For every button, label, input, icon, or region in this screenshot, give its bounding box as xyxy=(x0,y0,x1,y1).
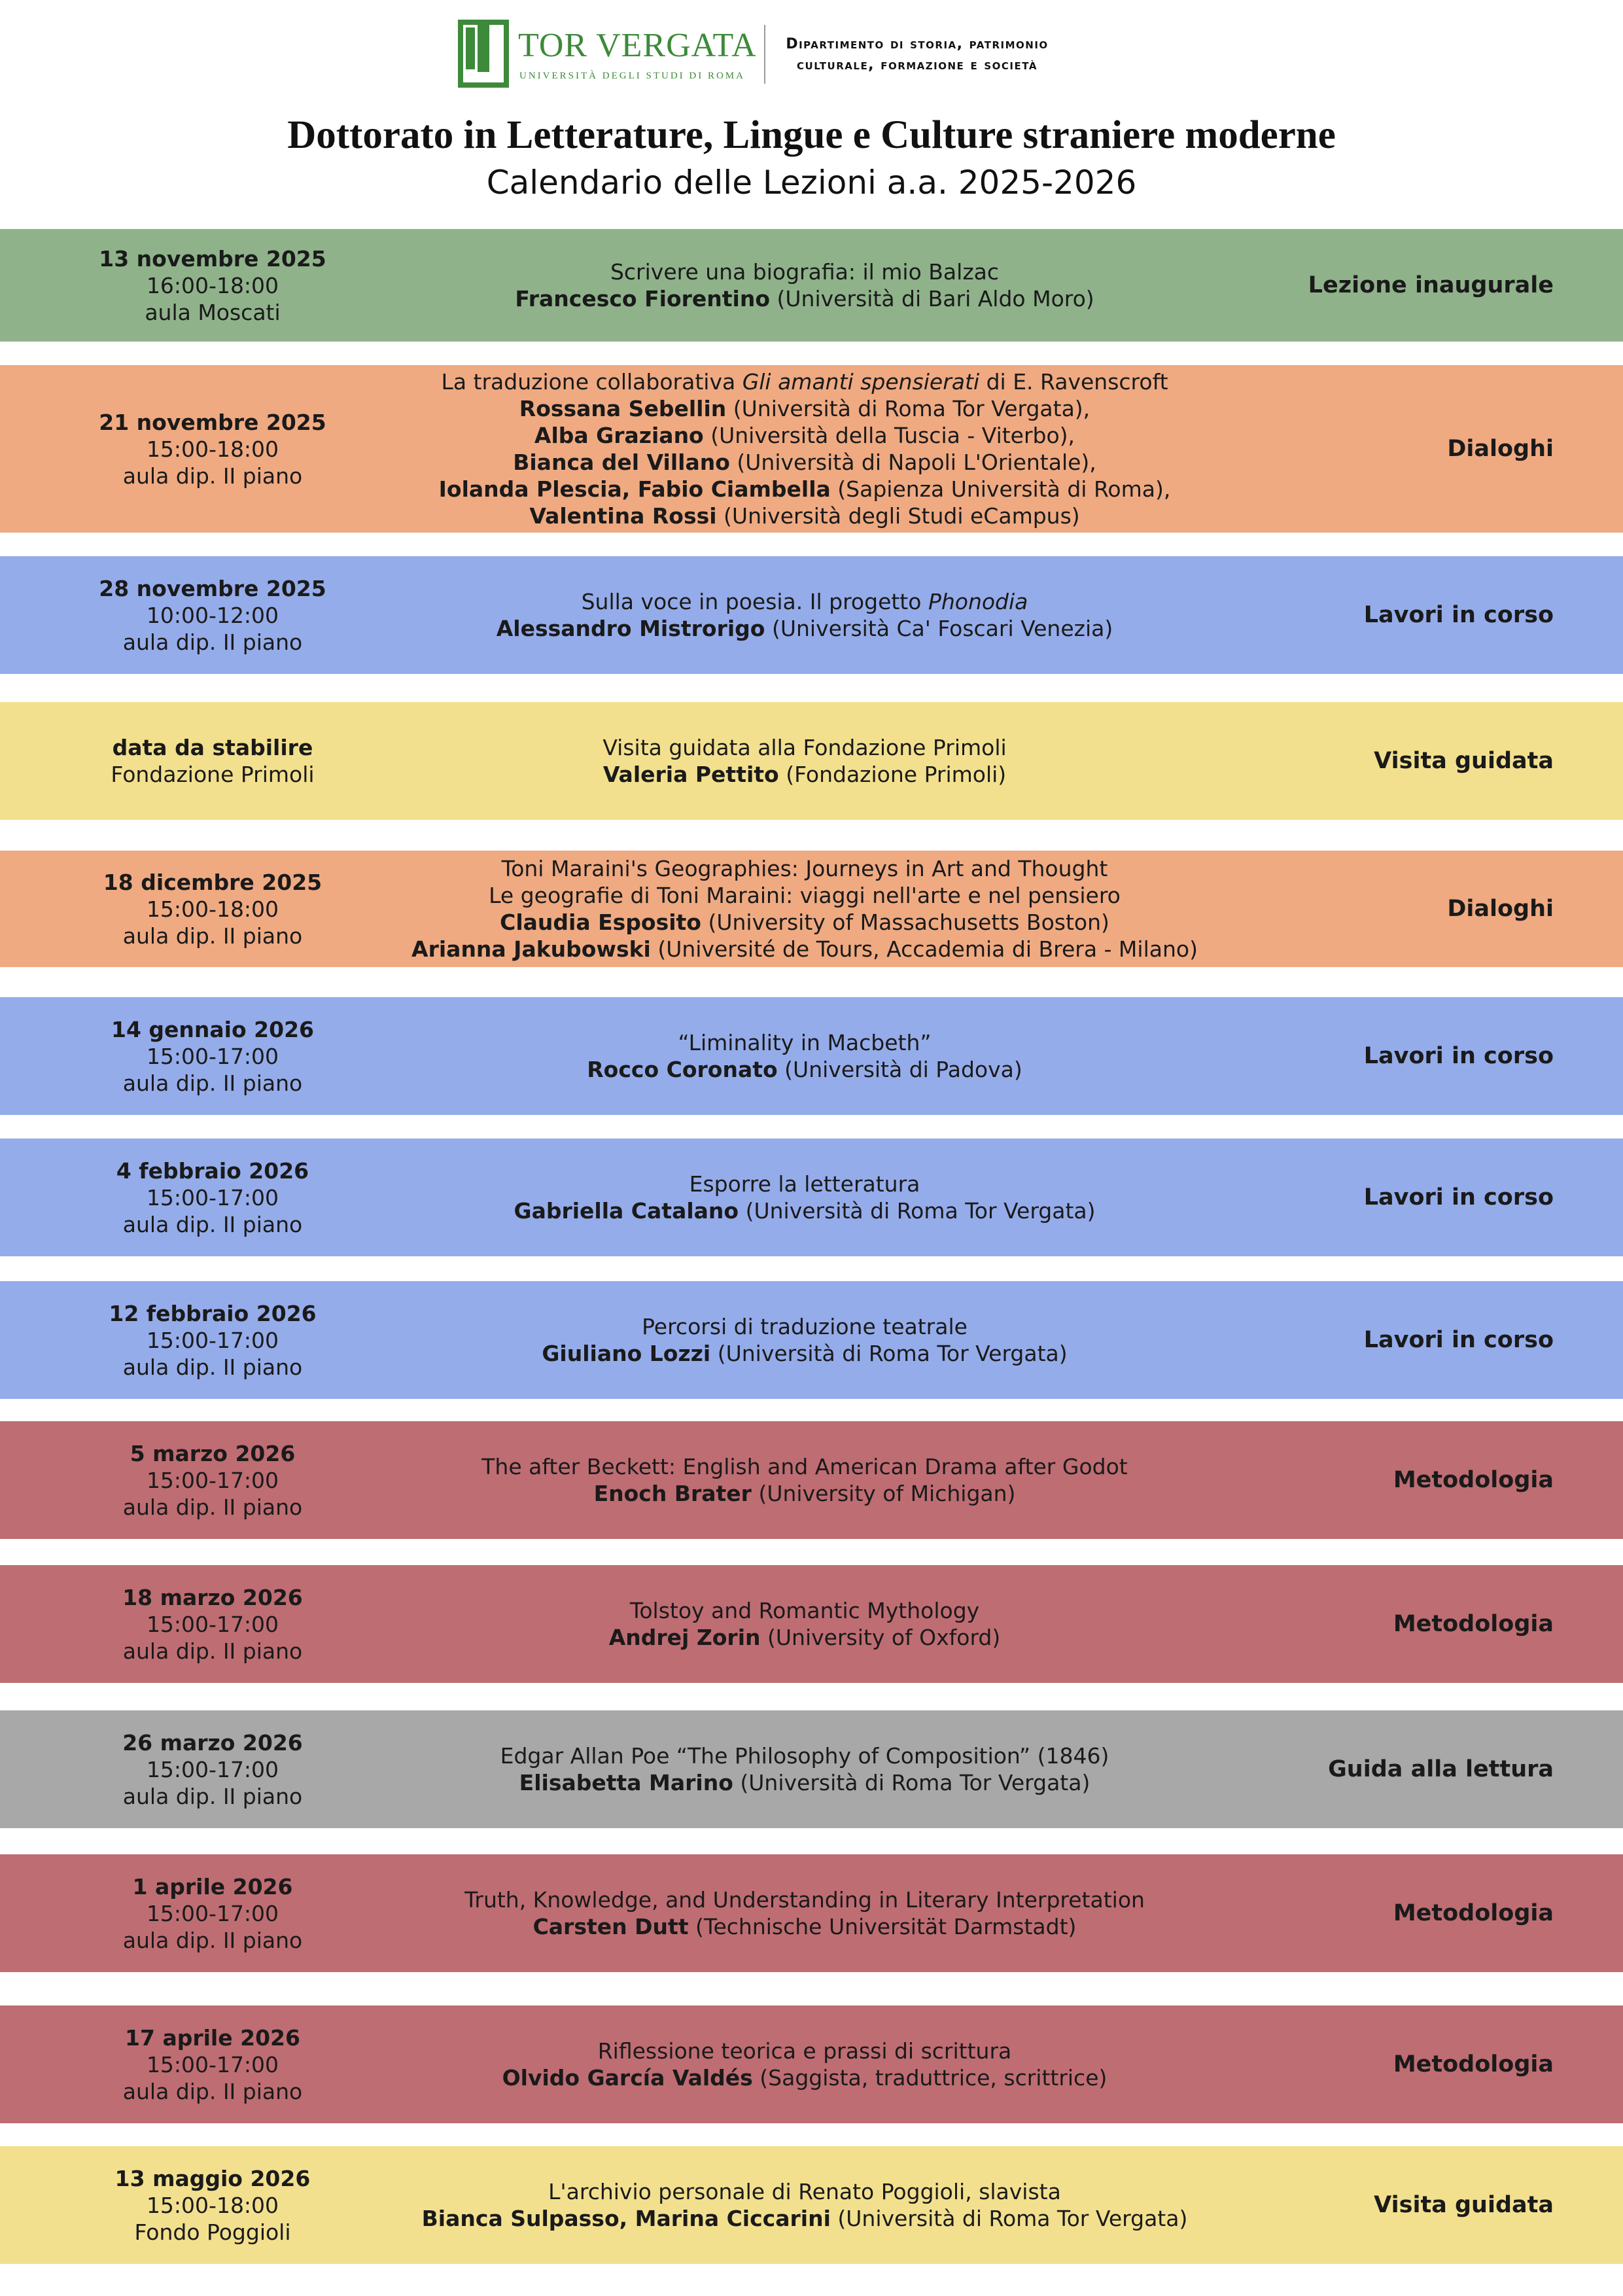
speaker-line xyxy=(529,503,1079,529)
tor-vergata-emblem-icon xyxy=(458,20,509,88)
lesson-title: Tolstoy and Romantic Mythology xyxy=(629,1598,980,1623)
speaker-affiliation: (Università di Roma Tor Vergata) xyxy=(830,2206,1188,2231)
lesson-row xyxy=(0,556,1623,674)
lesson-room: aula dip. II piano xyxy=(122,1211,303,1237)
lesson-category-cell xyxy=(1223,1281,1603,1399)
lesson-room: Fondo Poggioli xyxy=(134,2219,291,2245)
lesson-date: 5 marzo 2026 xyxy=(130,1440,296,1466)
speaker-line xyxy=(519,1769,1091,1796)
lesson-category-cell xyxy=(1223,229,1603,342)
lesson-date: 13 novembre 2025 xyxy=(99,245,326,272)
lesson-time: 15:00-17:00 xyxy=(146,1327,279,1353)
speaker-affiliation: (Université de Tours, Accademia di Brera - Milano) xyxy=(650,936,1198,962)
lesson-date-cell xyxy=(0,2146,425,2264)
lesson-row xyxy=(0,1139,1623,1256)
lesson-title: Truth, Knowledge, and Understanding in Literary Interpretation xyxy=(464,1887,1145,1913)
speaker-line xyxy=(500,909,1109,936)
lesson-title: The after Beckett: English and American Drama after Godot xyxy=(481,1454,1128,1479)
lesson-content-cell xyxy=(399,1139,1210,1256)
lesson-time: 15:00-17:00 xyxy=(146,1043,279,1069)
lesson-category-cell xyxy=(1223,1421,1603,1539)
speaker-name: Alessandro Mistrorigo xyxy=(496,616,765,641)
lesson-title-italic: Gli amanti spensierati xyxy=(742,369,980,395)
speaker-line xyxy=(533,1913,1077,1940)
lesson-category: Lavori in corso xyxy=(1363,602,1554,628)
lesson-date: 28 novembre 2025 xyxy=(99,575,326,601)
lesson-content-cell xyxy=(399,2005,1210,2123)
lesson-date-cell xyxy=(0,556,425,674)
lesson-content-cell xyxy=(399,1854,1210,1972)
lesson-row xyxy=(0,1565,1623,1683)
department-line-2: culturale, formazione e società xyxy=(797,57,1038,73)
lesson-title: Visita guidata alla Fondazione Primoli xyxy=(602,735,1007,760)
lesson-date-cell xyxy=(0,997,425,1115)
lesson-content-cell xyxy=(399,851,1210,967)
lesson-category-cell xyxy=(1223,365,1603,533)
lesson-title-text: Sulla voce in poesia. Il progetto xyxy=(581,589,928,614)
lesson-category-cell xyxy=(1223,1139,1603,1256)
speaker-affiliation: (Università Ca' Foscari Venezia) xyxy=(765,616,1113,641)
speaker-affiliation: (Università di Roma Tor Vergata) xyxy=(710,1341,1068,1366)
lesson-room: aula dip. II piano xyxy=(122,1354,303,1380)
lesson-content-cell xyxy=(399,1421,1210,1539)
lesson-category: Lavori in corso xyxy=(1363,1184,1554,1210)
speaker-affiliation: (Technische Universität Darmstadt) xyxy=(688,1914,1077,1939)
speaker-affiliation: (Università di Roma Tor Vergata) xyxy=(739,1198,1096,1224)
lesson-time: 16:00-18:00 xyxy=(146,272,279,298)
lesson-row xyxy=(0,851,1623,967)
speaker-line xyxy=(411,936,1198,963)
lesson-row xyxy=(0,2005,1623,2123)
speaker-affiliation: (Università di Napoli L'Orientale), xyxy=(729,450,1096,475)
lesson-content-cell xyxy=(399,365,1210,533)
speaker-line xyxy=(519,395,1090,422)
university-logo xyxy=(458,18,765,90)
lesson-row xyxy=(0,702,1623,820)
lesson-time: 15:00-18:00 xyxy=(146,436,279,462)
lesson-row xyxy=(0,1421,1623,1539)
lesson-category: Metodologia xyxy=(1393,1611,1554,1637)
lesson-row xyxy=(0,229,1623,342)
lesson-category-cell xyxy=(1223,2146,1603,2264)
speaker-affiliation: (Università di Roma Tor Vergata), xyxy=(726,396,1091,421)
lesson-room: aula dip. II piano xyxy=(122,1783,303,1809)
lesson-room: aula dip. II piano xyxy=(122,1070,303,1096)
speaker-line xyxy=(594,1480,1016,1507)
lesson-date: 13 maggio 2026 xyxy=(114,2165,311,2191)
lesson-date: 21 novembre 2025 xyxy=(99,409,326,435)
lesson-category-cell xyxy=(1223,1854,1603,1972)
lesson-date: data da stabilire xyxy=(112,735,313,760)
speaker-name: Claudia Esposito xyxy=(500,910,701,935)
lesson-title: Riflessione teorica e prassi di scrittura xyxy=(597,2038,1012,2064)
speaker-affiliation: (University of Oxford) xyxy=(760,1625,1001,1650)
lesson-date: 18 marzo 2026 xyxy=(122,1584,303,1610)
lesson-category: Lavori in corso xyxy=(1363,1043,1554,1069)
speaker-name: Giuliano Lozzi xyxy=(542,1341,711,1366)
lesson-date-cell xyxy=(0,2005,425,2123)
lesson-room: aula dip. II piano xyxy=(122,1494,303,1520)
speaker-line xyxy=(502,2064,1108,2091)
lesson-category-cell xyxy=(1223,2005,1603,2123)
lesson-category: Lezione inaugurale xyxy=(1308,272,1554,298)
lesson-date: 4 febbraio 2026 xyxy=(116,1157,309,1184)
lesson-title-italic: Phonodia xyxy=(928,589,1028,614)
speaker-line xyxy=(603,761,1006,788)
speaker-affiliation: (Università degli Studi eCampus) xyxy=(716,503,1080,529)
lesson-room: aula Moscati xyxy=(145,299,281,325)
speaker-affiliation: (Università di Bari Aldo Moro) xyxy=(770,286,1094,311)
lesson-category: Guida alla lettura xyxy=(1328,1756,1554,1782)
lesson-category-cell xyxy=(1223,702,1603,820)
lesson-category: Visita guidata xyxy=(1374,2192,1554,2218)
lesson-row xyxy=(0,1281,1623,1399)
lesson-category-cell xyxy=(1223,997,1603,1115)
speaker-affiliation: (University of Michigan) xyxy=(751,1481,1016,1506)
lesson-category-cell xyxy=(1223,851,1603,967)
lesson-category-cell xyxy=(1223,556,1603,674)
lesson-row xyxy=(0,365,1623,533)
speaker-name: Alba Graziano xyxy=(534,423,704,448)
speaker-affiliation: (University of Massachusetts Boston) xyxy=(701,910,1109,935)
speaker-affiliation: (Università della Tuscia - Viterbo), xyxy=(703,423,1075,448)
lesson-content-cell xyxy=(399,556,1210,674)
lesson-time: 15:00-17:00 xyxy=(146,1611,279,1637)
lesson-date: 14 gennaio 2026 xyxy=(111,1016,314,1042)
lesson-time: 15:00-17:00 xyxy=(146,1184,279,1210)
lesson-title xyxy=(441,368,1168,395)
speaker-affiliation: (Saggista, traduttrice, scrittrice) xyxy=(752,2065,1108,2091)
lesson-title: “Liminality in Macbeth” xyxy=(678,1030,932,1055)
department-line-1: Dipartimento di storia, patrimonio xyxy=(786,36,1049,52)
lesson-time: 10:00-12:00 xyxy=(146,602,279,628)
lesson-row xyxy=(0,997,1623,1115)
lesson-date-cell xyxy=(0,229,425,342)
speaker-line xyxy=(534,422,1075,449)
lesson-date: 26 marzo 2026 xyxy=(122,1729,303,1756)
lesson-room: aula dip. II piano xyxy=(122,629,303,655)
lesson-time: 15:00-18:00 xyxy=(146,2192,279,2218)
speaker-name: Bianca Sulpasso, Marina Ciccarini xyxy=(421,2206,831,2231)
lesson-date-cell xyxy=(0,1281,425,1399)
lesson-time: 15:00-17:00 xyxy=(146,1900,279,1926)
lesson-date-cell xyxy=(0,1710,425,1828)
lesson-time: 15:00-17:00 xyxy=(146,1756,279,1782)
lesson-title: Scrivere una biografia: il mio Balzac xyxy=(610,259,1000,285)
speaker-line xyxy=(609,1624,1001,1651)
speaker-name: Carsten Dutt xyxy=(532,1914,689,1939)
page-subtitle: Calendario delle Lezioni a.a. 2025-2026 xyxy=(486,164,1137,202)
lesson-category: Metodologia xyxy=(1393,1467,1554,1493)
lesson-content-cell xyxy=(399,1565,1210,1683)
speaker-name: Valentina Rossi xyxy=(529,503,717,529)
speaker-line xyxy=(497,615,1113,642)
department-name xyxy=(780,34,1055,76)
lesson-row xyxy=(0,1854,1623,1972)
speaker-name: Gabriella Catalano xyxy=(514,1198,739,1224)
lesson-room: Fondazione Primoli xyxy=(111,762,315,787)
page-header xyxy=(0,0,1623,229)
lesson-title-text: di E. Ravenscroft xyxy=(979,369,1168,395)
lesson-title: Percorsi di traduzione teatrale xyxy=(642,1314,968,1339)
speaker-affiliation: (Sapienza Università di Roma), xyxy=(830,476,1171,502)
speaker-name: Rossana Sebellin xyxy=(519,396,727,421)
lesson-content-cell xyxy=(399,2146,1210,2264)
lesson-date-cell xyxy=(0,1421,425,1539)
speaker-affiliation: (Università di Padova) xyxy=(777,1057,1022,1082)
lesson-date: 18 dicembre 2025 xyxy=(103,869,323,895)
speaker-line xyxy=(439,476,1171,503)
speaker-name: Francesco Fiorentino xyxy=(515,286,771,311)
lesson-category: Visita guidata xyxy=(1374,748,1554,774)
lesson-date-cell xyxy=(0,365,425,533)
lesson-title: Edgar Allan Poe “The Philosophy of Composition” (1846) xyxy=(500,1743,1109,1769)
speaker-name: Iolanda Plescia, Fabio Ciambella xyxy=(438,476,831,502)
lesson-date-cell xyxy=(0,1139,425,1256)
lesson-date-cell xyxy=(0,851,425,967)
lesson-title-text: La traduzione collaborativa xyxy=(441,369,742,395)
lesson-time: 15:00-18:00 xyxy=(146,896,279,922)
speaker-name: Olvido García Valdés xyxy=(502,2065,753,2091)
speaker-affiliation: (Università di Roma Tor Vergata) xyxy=(733,1770,1091,1795)
lesson-content-cell xyxy=(399,702,1210,820)
logo-subtitle: UNIVERSITÀ DEGLI STUDI DI ROMA xyxy=(519,71,745,81)
lesson-room: aula dip. II piano xyxy=(122,1927,303,1953)
speaker-line xyxy=(514,1197,1095,1224)
page-title: Dottorato in Letterature, Lingue e Culture straniere moderne xyxy=(287,113,1336,157)
speaker-name: Rocco Coronato xyxy=(587,1057,778,1082)
lesson-category: Metodologia xyxy=(1393,1900,1554,1926)
lesson-category: Dialoghi xyxy=(1447,436,1554,462)
lesson-row xyxy=(0,1710,1623,1828)
speaker-name: Valeria Pettito xyxy=(602,762,779,787)
lesson-time: 15:00-17:00 xyxy=(146,1467,279,1493)
lesson-category: Metodologia xyxy=(1393,2051,1554,2077)
lesson-category: Lavori in corso xyxy=(1363,1327,1554,1353)
lesson-title-translation: Le geografie di Toni Maraini: viaggi nell'arte e nel pensiero xyxy=(489,883,1121,908)
speaker-name: Arianna Jakubowski xyxy=(411,936,651,962)
speaker-name: Elisabetta Marino xyxy=(519,1770,733,1795)
speaker-line xyxy=(542,1340,1067,1367)
lesson-title: L'archivio personale di Renato Poggioli, slavista xyxy=(548,2179,1061,2204)
speaker-name: Enoch Brater xyxy=(593,1481,752,1506)
speaker-name: Andrej Zorin xyxy=(608,1625,761,1650)
speaker-line xyxy=(513,449,1096,476)
lesson-date: 12 febbraio 2026 xyxy=(109,1300,317,1326)
speaker-line xyxy=(515,285,1094,312)
lesson-category-cell xyxy=(1223,1710,1603,1828)
speaker-line xyxy=(422,2205,1188,2232)
lesson-room: aula dip. II piano xyxy=(122,923,303,949)
lesson-content-cell xyxy=(399,229,1210,342)
logo-name: TOR VERGATA xyxy=(518,27,757,64)
lesson-room: aula dip. II piano xyxy=(122,2078,303,2104)
header-divider xyxy=(764,25,765,84)
speaker-line xyxy=(587,1056,1022,1083)
lesson-date-cell xyxy=(0,702,425,820)
lesson-content-cell xyxy=(399,1281,1210,1399)
lesson-category-cell xyxy=(1223,1565,1603,1683)
speaker-name: Bianca del Villano xyxy=(513,450,730,475)
speaker-affiliation: (Fondazione Primoli) xyxy=(778,762,1007,787)
lesson-row xyxy=(0,2146,1623,2264)
lesson-title: Esporre la letteratura xyxy=(689,1171,920,1197)
lesson-time: 15:00-17:00 xyxy=(146,2051,279,2077)
lesson-date: 1 aprile 2026 xyxy=(132,1873,293,1899)
lesson-room: aula dip. II piano xyxy=(122,463,303,489)
lesson-content-cell xyxy=(399,997,1210,1115)
lesson-room: aula dip. II piano xyxy=(122,1638,303,1664)
lesson-title xyxy=(582,588,1028,615)
lesson-date: 17 aprile 2026 xyxy=(125,2024,300,2051)
lesson-date-cell xyxy=(0,1854,425,1972)
lesson-title: Toni Maraini's Geographies: Journeys in Art and Thought xyxy=(501,856,1108,881)
lesson-category: Dialoghi xyxy=(1447,896,1554,922)
lesson-content-cell xyxy=(399,1710,1210,1828)
lesson-date-cell xyxy=(0,1565,425,1683)
